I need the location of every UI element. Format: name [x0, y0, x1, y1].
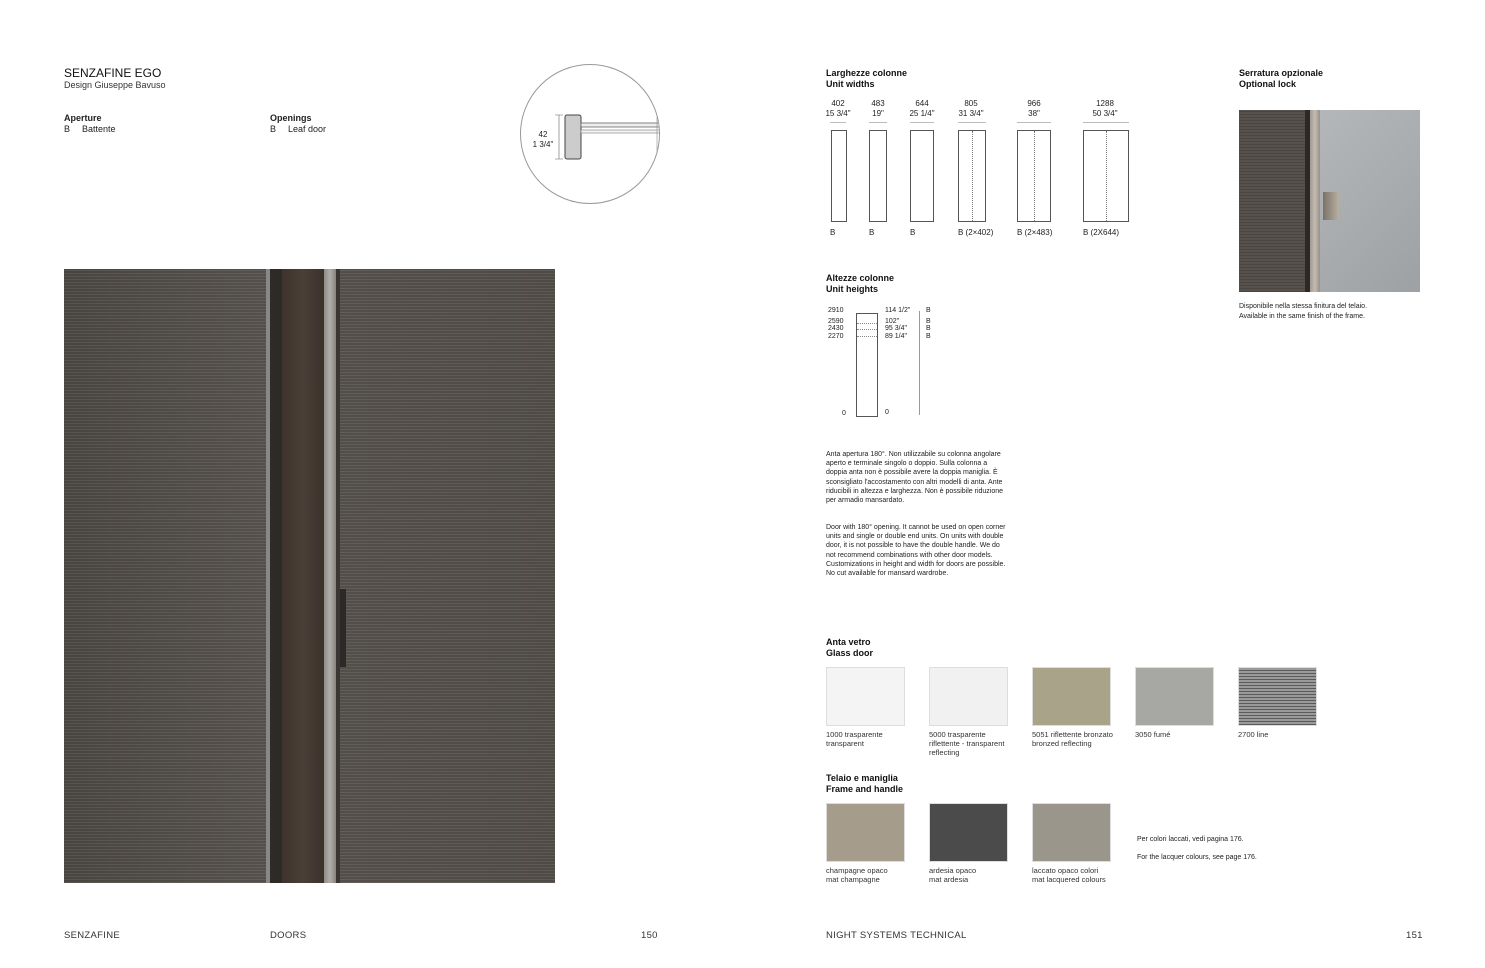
width-code: B (2×483)	[1017, 228, 1053, 237]
notes-english: Door with 180° opening. It cannot be used on open corner units and single or double end units. On units with double door, it is not possible to have the double handle. We do not recommend combinations with other door models. Customizations in height and width for doors are possible. No cut available for mansard wardrobe.	[826, 524, 1006, 578]
height-code: B	[926, 307, 931, 314]
optional-lock-heading-it: Serratura opzionale	[1239, 68, 1324, 78]
door-photo	[64, 269, 555, 883]
glass-swatch-label	[929, 730, 1029, 757]
height-code: B	[926, 325, 931, 332]
width-label-805	[951, 99, 991, 118]
height-mm-2590: 2590	[828, 318, 844, 325]
height-mm-2910: 2910	[828, 307, 844, 314]
swatch-label-line: riflettente - transparent	[929, 739, 1005, 748]
height-code: B	[926, 318, 931, 325]
width-mm: 966	[1027, 99, 1041, 108]
width-code: B (2×402)	[958, 228, 994, 237]
product-title: SENZAFINE EGO	[64, 66, 162, 80]
width-inch: 19"	[872, 108, 884, 118]
height-unit-diagram	[856, 313, 878, 417]
lock-knob	[1323, 192, 1339, 220]
footer-category: DOORS	[270, 930, 307, 941]
width-inch: 31 3/4"	[958, 108, 984, 118]
width-unit-483	[869, 130, 887, 222]
lacquer-note-it: Per colori laccati, vedi pagina 176.	[1137, 836, 1244, 843]
openings-en	[270, 113, 326, 135]
width-label-483	[858, 99, 898, 118]
opening-label: Leaf door	[288, 124, 327, 134]
lock-photo-frame	[1310, 110, 1320, 292]
width-mm: 1288	[1096, 99, 1114, 108]
glass-swatch-label	[1032, 730, 1132, 748]
profile-dimension-inch: 1 3/4"	[532, 139, 554, 149]
opening-label: Battente	[82, 124, 116, 134]
height-inch-95: 95 3/4"	[885, 325, 907, 332]
swatch-label-line: 3050 fumé	[1135, 730, 1171, 739]
swatch-label-line: 1000 trasparente	[826, 730, 883, 739]
height-mm-2430: 2430	[828, 325, 844, 332]
height-code: B	[926, 333, 931, 340]
width-unit-966	[1017, 130, 1051, 222]
width-label-644	[902, 99, 942, 118]
lock-photo-panel	[1239, 110, 1305, 292]
glass-swatch-5051	[1032, 667, 1111, 726]
lacquer-note-en: For the lacquer colours, see page 176.	[1137, 854, 1257, 861]
swatch-label-line: mat ardesia	[929, 875, 969, 884]
width-inch: 38"	[1028, 108, 1040, 118]
height-inch-114: 114 1/2"	[885, 307, 911, 314]
profile-dimension	[531, 130, 555, 149]
width-tick	[910, 122, 934, 123]
optional-lock-photo	[1239, 110, 1420, 292]
glass-door-heading	[826, 637, 873, 659]
unit-widths-heading-en: Unit widths	[826, 79, 875, 89]
openings-en-heading: Openings	[270, 113, 312, 123]
optional-lock-heading	[1239, 68, 1323, 90]
page-number-left: 150	[641, 930, 658, 941]
optional-lock-caption-en: Available in the same finish of the frame.	[1239, 312, 1365, 320]
page-number-right: 151	[1406, 930, 1423, 941]
width-inch: 25 1/4"	[909, 108, 935, 118]
height-line-2590	[857, 323, 877, 324]
optional-lock-caption-it: Disponibile nella stessa finitura del telaio.	[1239, 303, 1368, 310]
notes-italian: Anta apertura 180°. Non utilizzabile su colonna angolare aperto e terminale singolo o doppio. Sulla colonna a doppia anta non è possibile avere la doppia maniglia. È sconsigliato l'accostamento con altri modelli di anta. Ante riducibili in altezza e larghezza. Non è possibile riduzione per armadio mansardato.	[826, 451, 1004, 505]
width-label-402	[818, 99, 858, 118]
width-inch: 15 3/4"	[825, 108, 851, 118]
width-code: B	[910, 228, 916, 237]
profile-detail-diagram	[520, 64, 660, 204]
glass-swatch-1000	[826, 667, 905, 726]
swatch-label-line: bronzed reflecting	[1032, 739, 1092, 748]
width-unit-644	[910, 130, 934, 222]
width-mm: 805	[964, 99, 978, 108]
swatch-label-line: 5000 trasparente	[929, 730, 986, 739]
openings-it	[64, 113, 116, 135]
width-mm: 402	[831, 99, 845, 108]
width-tick	[869, 122, 887, 123]
door-gap	[270, 269, 282, 883]
swatch-label-line: mat champagne	[826, 875, 880, 884]
profile-dimension-mm: 42	[538, 130, 548, 139]
swatch-label-line: transparent	[826, 739, 864, 748]
width-tick	[1017, 122, 1051, 123]
height-scale-line	[919, 311, 920, 415]
width-code: B (2X644)	[1083, 228, 1120, 237]
unit-widths-heading	[826, 68, 907, 90]
swatch-label-line: 5051 riflettente bronzato	[1032, 730, 1113, 739]
unit-heights-heading-it: Altezze colonne	[826, 273, 895, 283]
frame-swatch-label	[826, 866, 926, 884]
unit-widths-heading-it: Larghezze colonne	[826, 68, 908, 78]
door-frame-shadow	[336, 269, 340, 883]
width-tick	[958, 122, 986, 123]
frame-swatch-label	[1032, 866, 1132, 884]
door-center-panel	[282, 269, 324, 883]
swatch-label-line: champagne opaco	[826, 866, 888, 875]
width-unit-805	[958, 130, 986, 222]
height-line-2430	[857, 329, 877, 330]
width-label-966	[1014, 99, 1054, 118]
width-code: B	[869, 228, 875, 237]
glass-swatch-label	[1238, 730, 1338, 739]
frame-handle-heading	[826, 773, 903, 795]
door-handle	[340, 589, 346, 667]
designer-credit: Design Giuseppe Bavuso	[64, 80, 166, 90]
width-unit-1288	[1083, 130, 1129, 222]
width-unit-402	[831, 130, 847, 222]
height-zero-inch: 0	[885, 409, 889, 416]
frame-handle-heading-it: Telaio e maniglia	[826, 773, 898, 783]
width-mm: 644	[915, 99, 929, 108]
optional-lock-caption	[1239, 302, 1429, 321]
width-tick	[1083, 122, 1129, 123]
optional-lock-heading-en: Optional lock	[1239, 79, 1297, 89]
glass-swatch-2700	[1238, 667, 1317, 726]
frame-swatch-lacquered	[1032, 803, 1111, 862]
glass-swatch-label	[1135, 730, 1235, 739]
glass-door-heading-en: Glass door	[826, 648, 874, 658]
opening-code: B	[270, 124, 277, 134]
height-inch-89: 89 1/4"	[885, 333, 907, 340]
frame-swatch-ardesia	[929, 803, 1008, 862]
swatch-label-line: 2700 line	[1238, 730, 1269, 739]
width-mm: 483	[871, 99, 885, 108]
frame-swatch-label	[929, 866, 1029, 884]
width-label-1288	[1085, 99, 1125, 118]
door-aluminium-frame	[324, 269, 336, 883]
height-inch-102: 102"	[885, 318, 900, 325]
width-code: B	[830, 228, 836, 237]
swatch-label-line: mat lacquered colours	[1032, 875, 1106, 884]
swatch-label-line: ardesia opaco	[929, 866, 977, 875]
glass-swatch-5000	[929, 667, 1008, 726]
height-line-2270	[857, 336, 877, 337]
frame-swatch-champagne	[826, 803, 905, 862]
height-zero-mm: 0	[842, 410, 846, 417]
width-inch: 50 3/4"	[1092, 108, 1118, 118]
unit-heights-heading	[826, 273, 894, 295]
swatch-label-line: reflecting	[929, 748, 960, 757]
width-tick	[830, 122, 846, 123]
unit-heights-heading-en: Unit heights	[826, 284, 878, 294]
glass-swatch-label	[826, 730, 926, 748]
footer-section-left: SENZAFINE	[64, 930, 121, 941]
opening-code: B	[64, 124, 71, 134]
openings-it-heading: Aperture	[64, 113, 102, 123]
glass-door-heading-it: Anta vetro	[826, 637, 871, 647]
footer-section-right: NIGHT SYSTEMS TECHNICAL	[826, 930, 967, 941]
swatch-label-line: laccato opaco colori	[1032, 866, 1099, 875]
glass-swatch-3050	[1135, 667, 1214, 726]
frame-handle-heading-en: Frame and handle	[826, 784, 904, 794]
height-mm-2270: 2270	[828, 333, 844, 340]
